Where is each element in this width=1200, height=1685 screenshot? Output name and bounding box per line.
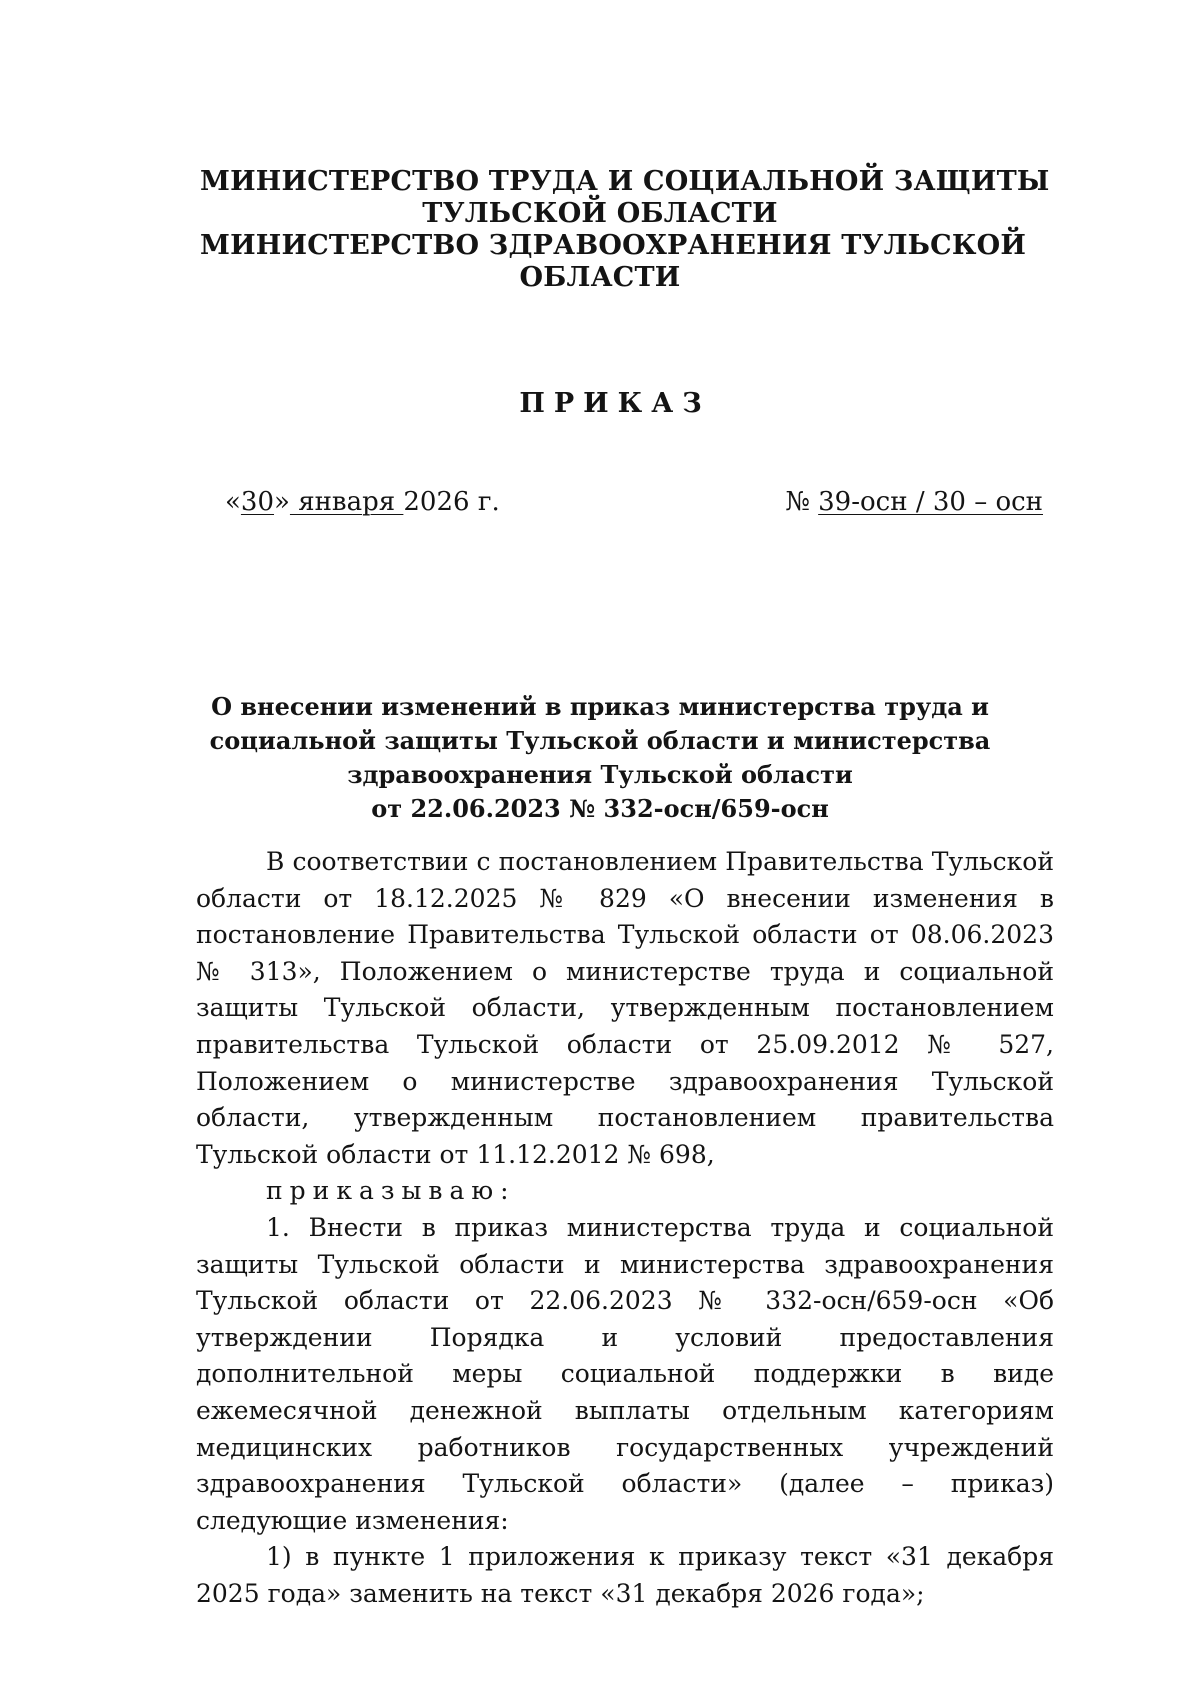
date-close-quote: » xyxy=(274,487,290,517)
subject-line-4: от 22.06.2023 № 332-осн/659-осн xyxy=(371,794,829,823)
issuer-line-4: ОБЛАСТИ xyxy=(519,262,681,293)
date-month: января xyxy=(289,487,404,517)
date-open-quote: « xyxy=(225,487,241,517)
order-number-value: 39-осн / 30 – осн xyxy=(818,487,1043,517)
order-number-prefix: № xyxy=(785,487,819,517)
issuer-line-1: МИНИСТЕРСТВО ТРУДА И СОЦИАЛЬНОЙ ЗАЩИТЫ xyxy=(200,166,1050,197)
preamble-paragraph: В соответствии с постановлением Правительства Тульской области от 18.12.2025 № 829 «О внесении изменения в постановление Правительства Тульской области от 08.06.2023 № 313», Положением о министерстве труда и социальной защиты Тульской области, утвержденным постановлением правительства Тульской области от 25.09.2012 № 527, Положением о министерстве здравоохранения Тульской области, утвержденным постановлением правительства Тульской области от 11.12.2012 № 698, xyxy=(196,847,1054,1169)
document-type-title: ПРИКАЗ xyxy=(519,388,711,419)
order-number xyxy=(785,487,1043,517)
subject-line-3: здравоохранения Тульской области xyxy=(347,760,853,789)
item-1-1-paragraph: 1) в пункте 1 приложения к приказу текст «31 декабря 2025 года» заменить на текст «31 декабря 2026 года»; xyxy=(196,1542,1054,1608)
subject-line-2: социальной защиты Тульской области и министерства xyxy=(209,726,991,755)
order-date xyxy=(225,487,500,517)
issuer-header xyxy=(200,166,1050,294)
order-body xyxy=(196,844,1054,1612)
order-word: приказываю: xyxy=(266,1176,516,1206)
issuer-line-3: МИНИСТЕРСТВО ЗДРАВООХРАНЕНИЯ ТУЛЬСКОЙ xyxy=(200,230,1027,261)
issuer-line-2: ТУЛЬСКОЙ ОБЛАСТИ xyxy=(422,198,778,229)
order-subject xyxy=(200,690,1000,826)
date-day: 30 xyxy=(240,487,275,517)
date-year: 2026 г. xyxy=(403,487,500,517)
subject-line-1: О внесении изменений в приказ министерства труда и xyxy=(211,692,989,721)
item-1-paragraph: 1. Внести в приказ министерства труда и социальной защиты Тульской области и министерства здравоохранения Тульской области от 22.06.2023 № 332-осн/659-осн «Об утверждении Порядка и условий предоставления дополнительной меры социальной поддержки в виде ежемесячной денежной выплаты отдельным категориям медицинских работников государственных учреждений здравоохранения Тульской области» (далее – приказ) следующие изменения: xyxy=(196,1212,1054,1535)
